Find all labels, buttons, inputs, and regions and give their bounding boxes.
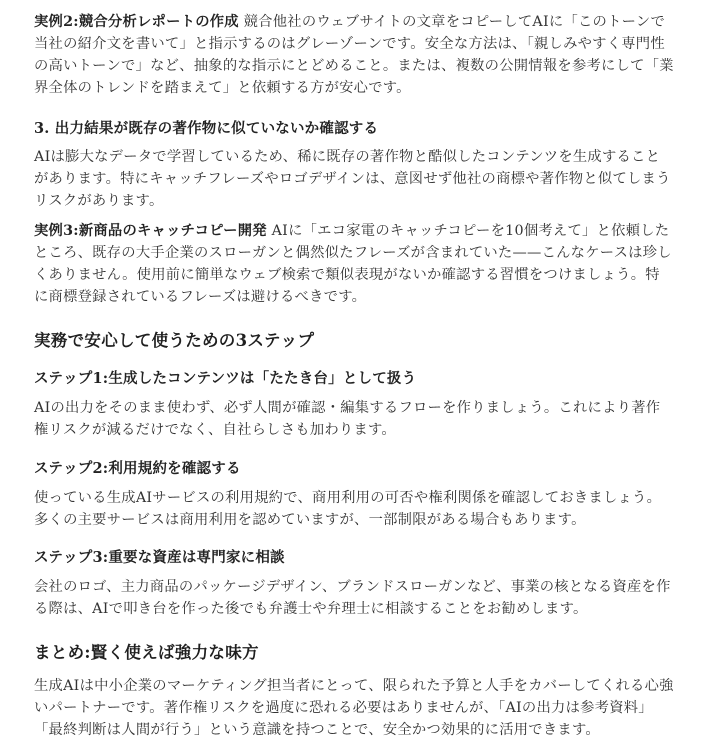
summary-body: 生成AIは中小企業のマーケティング担当者にとって、限られた予算と人手をカバーしてくれる心強いパートナーです。著作権リスクを過度に恐れる必要はありませんが、「AIの出力は参考資料」「最終判断は人間が行う」という意識を持つことで、安全かつ効果的に活用できます。 (34, 678, 674, 738)
example-3-block (34, 220, 674, 308)
summary-heading-block (34, 640, 674, 666)
step-1-body: AIの出力をそのまま使わず、必ず人間が確認・編集するフローを作りましょう。これにより著作権リスクが減るだけでなく、自社らしさも加わります。 (34, 400, 661, 438)
step-3-body: 会社のロゴ、主力商品のパッケージデザイン、ブランドスローガンなど、事業の核となる資産を作る際は、AIで叩き台を作った後でも弁護士や弁理士に相談することをお勧めします。 (34, 579, 671, 617)
example-3-label: 実例3:新商品のキャッチコピー開発 (34, 223, 267, 239)
example-3-paragraph (34, 220, 674, 308)
step-2-body: 使っている生成AIサービスの利用規約で、商用利用の可否や権利関係を確認しておきましょう。多くの主要サービスは商用利用を認めていますが、一部制限がある場合もあります。 (34, 490, 662, 528)
section-3-heading: 3. 出力結果が既存の著作物に似ていないか確認する (34, 120, 379, 137)
steps-section-heading: 実務で安心して使うための3ステップ (34, 331, 315, 350)
step-2-heading-block (34, 458, 674, 480)
section-3-heading-block (34, 118, 674, 140)
step-3-body-block (34, 576, 674, 620)
step-2-heading: ステップ2:利用規約を確認する (34, 460, 241, 477)
section-3-body: AIは膨大なデータで学習しているため、稀に既存の著作物と酷似したコンテンツを生成することがあります。特にキャッチフレーズやロゴデザインは、意図せず他社の商標や著作物と似てしまうリスクがあります。 (34, 149, 671, 209)
step-2-body-block (34, 487, 674, 531)
section-3-body-block (34, 146, 674, 212)
step-3-heading: ステップ3:重要な資産は専門家に相談 (34, 549, 285, 566)
step-1-body-block (34, 397, 674, 441)
example-2-label: 実例2:競合分析レポートの作成 (34, 14, 239, 30)
steps-heading-block (34, 328, 674, 354)
step-1-heading: ステップ1:生成したコンテンツは「たたき台」として扱う (34, 370, 417, 387)
example-3-text: AIに「エコ家電のキャッチコピーを10個考えて」と依頼したところ、既存の大手企業のスローガンと偶然似たフレーズが含まれていた——こんなケースは珍しくありません。使用前に簡単なウェブ検索で類似表現がないか確認する習慣をつけましょう。特に商標登録されているフレーズは避けるべきです。 (34, 223, 672, 305)
example-2-block (34, 11, 674, 99)
example-2-text: 競合他社のウェブサイトの文章をコピーしてAIに「このトーンで当社の紹介文を書いて」と指示するのはグレーゾーンです。安全な方法は、「親しみやすく専門性の高いトーンで」など、抽象的な指示にとどめること。または、複数の公開情報を参考にして「業界全体のトレンドを踏まえて」と依頼する方が安心です。 (34, 14, 674, 96)
summary-body-block (34, 675, 674, 741)
summary-heading: まとめ:賢く使えば強力な味方 (34, 643, 259, 662)
step-3-heading-block (34, 547, 674, 569)
example-2-paragraph (34, 11, 674, 99)
step-1-heading-block (34, 368, 674, 390)
